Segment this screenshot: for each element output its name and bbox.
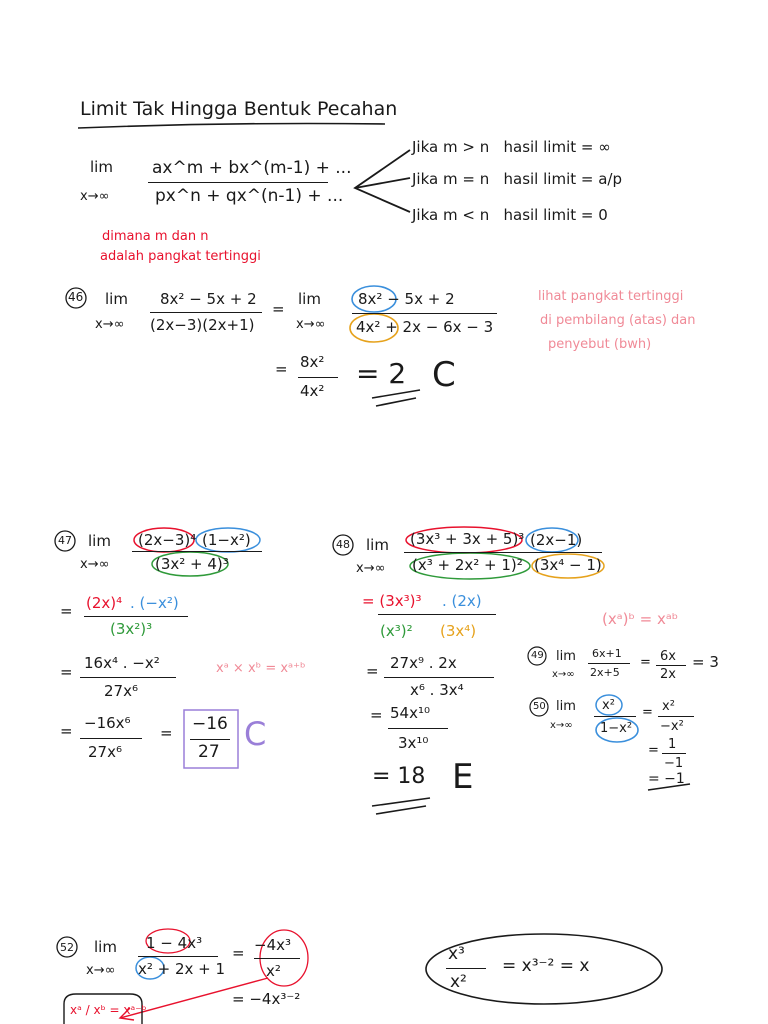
general-fraction-bar	[148, 182, 328, 183]
p46-expr-num: 8x² − 5x + 2	[160, 290, 257, 308]
p47-expr-bar	[132, 551, 262, 552]
p48-s2-bar	[384, 677, 494, 678]
p47-boxed-bar	[190, 739, 230, 740]
p49-result: = 3	[692, 653, 719, 671]
p49-num-expr: 6x+1	[592, 647, 622, 660]
p50-eq2: =	[648, 743, 659, 758]
p48-rule: (xᵃ)ᵇ = xᵃᵇ	[602, 610, 679, 628]
p48-s1-bar	[378, 614, 496, 615]
p48-s2-den: x⁶ . 3x⁴	[410, 681, 464, 699]
p47-expr-num-a: (2x−3)⁴	[138, 531, 197, 549]
p46-eq2: =	[275, 360, 288, 378]
p47-expr-num-b: (1−x²)	[202, 531, 251, 549]
p47-s3-eq: =	[60, 722, 73, 740]
p48-s1-den-a: (x³)²	[380, 622, 413, 640]
p47-boxed-den: 27	[198, 742, 220, 762]
p47-s1-num-a: (2x)⁴	[86, 594, 123, 612]
p46-hint-line2: di pembilang (atas) dan	[540, 313, 696, 328]
side-rule-den: x²	[450, 972, 467, 992]
p47-s1-eq: =	[60, 602, 73, 620]
p47-s3-den: 27x⁶	[88, 743, 122, 761]
p47-s3-bar	[80, 738, 142, 739]
p47-s1-num-b: . (−x²)	[130, 594, 179, 612]
p52-den-expr: x² + 2x + 1	[138, 960, 226, 978]
p48-expr-den-b: (3x⁴ − 1)	[534, 556, 602, 574]
p52-frac-bar	[254, 958, 300, 959]
p49-den-expr: 2x+5	[590, 666, 620, 679]
p47-s2-eq: =	[60, 663, 73, 681]
p50-bar	[594, 716, 636, 717]
p48-s3-den: 3x¹⁰	[398, 734, 429, 752]
p50-num-expr: x²	[602, 698, 615, 713]
p46-lim2: lim	[298, 290, 321, 308]
p46-step-den: 4x² + 2x − 6x − 3	[356, 318, 494, 336]
general-lim-var: x→∞	[80, 189, 110, 204]
p46-lim2-var: x→∞	[296, 317, 326, 332]
p50-lim: lim	[556, 699, 576, 714]
p48-s3-bar	[388, 728, 448, 729]
p47-s4-eq: =	[160, 724, 173, 742]
p52-frac-num: −4x³	[254, 936, 292, 954]
p46-lim-var: x→∞	[95, 317, 125, 332]
p46-answer: C	[432, 355, 456, 395]
p46-result: = 2	[356, 357, 407, 390]
p50-s2-num: 1	[668, 737, 677, 752]
p49-frac-bar	[656, 665, 686, 666]
p52-num-expr: 1 − 4x³	[146, 934, 203, 952]
p47-lim-var: x→∞	[80, 557, 110, 572]
case-m-less-n: Jika m < n hasil limit = 0	[412, 206, 608, 224]
p48-s1-num-a: = (3x³)³	[362, 592, 422, 610]
p47-s3-num: −16x⁶	[84, 714, 131, 732]
general-numerator: ax^m + bx^(m-1) + ...	[152, 158, 352, 178]
case-m-equal-n: Jika m = n hasil limit = a/p	[412, 170, 622, 188]
p52-lim-var: x→∞	[86, 963, 116, 978]
p50-s1-bar	[658, 716, 694, 717]
p52-eq: =	[232, 944, 245, 962]
p46-hint-line3: penyebut (bwh)	[548, 337, 652, 352]
p49-bar	[588, 663, 630, 664]
p50-s2-den: −1	[664, 756, 684, 771]
p48-lim-var: x→∞	[356, 561, 386, 576]
general-note-line2: adalah pangkat tertinggi	[100, 249, 261, 264]
p46-frac-bar	[298, 377, 338, 378]
p48-lim: lim	[366, 536, 389, 554]
p49-lim: lim	[556, 649, 576, 664]
p50-result: = −1	[648, 771, 685, 787]
p48-number: 48	[336, 538, 350, 551]
p52-step: = −4x³⁻²	[232, 990, 301, 1008]
p47-expr-den: (3x² + 4)³	[155, 555, 229, 573]
p48-s3-num: 54x¹⁰	[390, 704, 430, 722]
p52-number: 52	[60, 941, 74, 954]
p47-answer: C	[244, 715, 267, 753]
p46-hint-line1: lihat pangkat tertinggi	[538, 289, 684, 304]
p49-lim-var: x→∞	[552, 669, 575, 680]
side-rule-eq: = x³⁻² = x	[502, 956, 590, 976]
p48-expr-bar	[404, 552, 602, 553]
p46-number: 46	[68, 290, 84, 304]
p48-answer: E	[452, 757, 474, 797]
p48-expr-den-a: (x³ + 2x² + 1)²	[412, 556, 523, 574]
side-rule-bar	[446, 968, 486, 969]
general-note-line1: dimana m dan n	[102, 229, 209, 244]
p46-eq1: =	[272, 300, 285, 318]
p50-s1-den: −x²	[660, 719, 684, 734]
case-m-greater-n: Jika m > n hasil limit = ∞	[412, 138, 611, 156]
p48-s1-num-b: . (2x)	[442, 592, 482, 610]
p48-s3-eq: =	[370, 706, 383, 724]
p49-frac-num: 6x	[660, 649, 676, 664]
side-rule-num: x³	[448, 944, 465, 964]
p52-corner-rule: xᵃ / xᵇ = xᵃ⁻ᵇ	[70, 1003, 147, 1017]
p47-s1-bar	[84, 616, 188, 617]
p46-frac-num: 8x²	[300, 353, 325, 371]
p47-s2-bar	[80, 677, 176, 678]
general-denominator: px^n + qx^(n-1) + ...	[155, 186, 344, 206]
general-lim-label: lim	[90, 158, 113, 176]
p46-expr-bar	[150, 312, 262, 313]
p47-s2-den: 27x⁶	[104, 682, 138, 700]
p46-step-bar	[352, 313, 497, 314]
p49-frac-den: 2x	[660, 667, 676, 682]
p50-lim-var: x→∞	[550, 720, 573, 731]
p48-s2-eq: =	[366, 662, 379, 680]
p47-boxed-num: −16	[192, 714, 228, 734]
p48-s2-num: 27x⁹ . 2x	[390, 654, 457, 672]
p47-s1-den: (3x²)³	[110, 620, 153, 638]
p49-eq: =	[640, 655, 651, 670]
p50-den-expr: 1−x²	[600, 721, 633, 736]
p49-number: 49	[531, 650, 544, 661]
p52-lim: lim	[94, 938, 117, 956]
p50-s1-num: x²	[662, 699, 675, 714]
p48-result: = 18	[372, 764, 426, 789]
p46-expr-den: (2x−3)(2x+1)	[150, 316, 255, 334]
p52-frac-den: x²	[266, 962, 281, 980]
p46-lim: lim	[105, 290, 128, 308]
p47-rule: xᵃ × xᵇ = xᵃ⁺ᵇ	[216, 661, 306, 676]
p50-number: 50	[533, 701, 546, 712]
p50-eq1: =	[642, 705, 653, 720]
p52-bar	[138, 956, 218, 957]
p48-expr-num-a: (3x³ + 3x + 5)³	[410, 530, 525, 548]
p48-s1-den-b: (3x⁴)	[440, 622, 477, 640]
p50-s2-bar	[662, 753, 686, 754]
p48-expr-num-b: (2x−1)	[530, 531, 583, 549]
page-title: Limit Tak Hingga Bentuk Pecahan	[80, 98, 398, 120]
p47-number: 47	[58, 534, 72, 547]
p47-lim: lim	[88, 532, 111, 550]
p47-s2-num: 16x⁴ . −x²	[84, 654, 160, 672]
p46-frac-den: 4x²	[300, 382, 325, 400]
p46-step-num: 8x² − 5x + 2	[358, 290, 455, 308]
